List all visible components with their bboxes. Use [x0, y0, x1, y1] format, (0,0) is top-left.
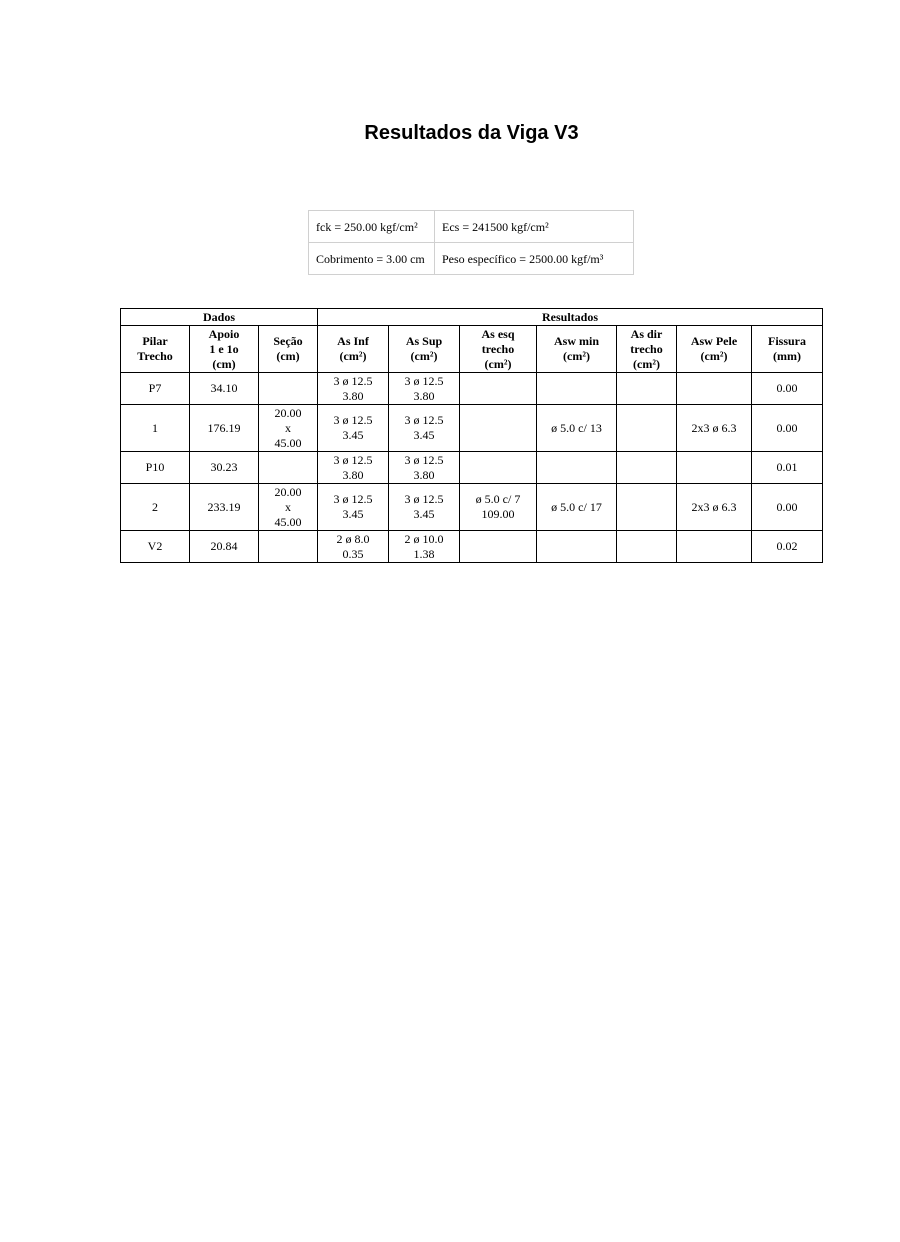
cell-secao: 20.00 x 45.00: [259, 405, 318, 452]
header-as-inf: As Inf (cm²): [318, 326, 389, 373]
header-secao: Seção (cm): [259, 326, 318, 373]
cell-fissura: 0.00: [752, 373, 823, 405]
cell-secao: [259, 531, 318, 563]
cobrimento-value: Cobrimento = 3.00 cm: [309, 243, 435, 275]
cell-pilar: P7: [121, 373, 190, 405]
cell-as-esq: [460, 452, 537, 484]
cell-apoio: 20.84: [190, 531, 259, 563]
cell-as-sup: 3 ø 12.5 3.45: [389, 405, 460, 452]
group-dados: Dados: [121, 309, 318, 326]
cell-as-dir: [617, 484, 677, 531]
cell-as-inf: 3 ø 12.5 3.45: [318, 405, 389, 452]
header-fissura: Fissura (mm): [752, 326, 823, 373]
cell-as-sup: 3 ø 12.5 3.45: [389, 484, 460, 531]
cell-fissura: 0.00: [752, 484, 823, 531]
cell-as-dir: [617, 405, 677, 452]
header-as-sup: As Sup (cm²): [389, 326, 460, 373]
cell-asw-pele: [677, 373, 752, 405]
header-asw-min: Asw min (cm²): [537, 326, 617, 373]
cell-pilar: V2: [121, 531, 190, 563]
peso-especifico-value: Peso específico = 2500.00 kgf/m³: [435, 243, 634, 275]
cell-fissura: 0.02: [752, 531, 823, 563]
params-row: [309, 243, 634, 275]
cell-as-sup: 3 ø 12.5 3.80: [389, 373, 460, 405]
cell-as-sup: 2 ø 10.0 1.38: [389, 531, 460, 563]
cell-apoio: 34.10: [190, 373, 259, 405]
cell-as-sup: 3 ø 12.5 3.80: [389, 452, 460, 484]
header-as-dir-trecho: As dir trecho (cm²): [617, 326, 677, 373]
header-pilar-trecho: Pilar Trecho: [121, 326, 190, 373]
header-as-esq-trecho: As esq trecho (cm²): [460, 326, 537, 373]
cell-asw-pele: 2x3 ø 6.3: [677, 484, 752, 531]
cell-asw-pele: 2x3 ø 6.3: [677, 405, 752, 452]
header-asw-pele: Asw Pele (cm²): [677, 326, 752, 373]
cell-apoio: 233.19: [190, 484, 259, 531]
cell-asw-pele: [677, 531, 752, 563]
fck-value: fck = 250.00 kgf/cm²: [309, 211, 435, 243]
cell-apoio: 176.19: [190, 405, 259, 452]
table-row: [121, 531, 823, 563]
header-apoio: Apoio 1 e 1o (cm): [190, 326, 259, 373]
cell-pilar: 1: [121, 405, 190, 452]
cell-asw-pele: [677, 452, 752, 484]
cell-as-inf: 3 ø 12.5 3.80: [318, 373, 389, 405]
cell-pilar: 2: [121, 484, 190, 531]
cell-as-esq: [460, 405, 537, 452]
cell-asw-min: ø 5.0 c/ 17: [537, 484, 617, 531]
cell-as-esq: [460, 373, 537, 405]
column-header-row: [121, 326, 823, 373]
cell-asw-min: [537, 373, 617, 405]
cell-asw-min: [537, 531, 617, 563]
cell-asw-min: ø 5.0 c/ 13: [537, 405, 617, 452]
material-parameters-table: [308, 210, 634, 275]
cell-pilar: P10: [121, 452, 190, 484]
cell-as-esq: [460, 531, 537, 563]
table-row: [121, 452, 823, 484]
cell-secao: [259, 373, 318, 405]
cell-secao: 20.00 x 45.00: [259, 484, 318, 531]
table-row: [121, 484, 823, 531]
cell-as-dir: [617, 531, 677, 563]
cell-as-inf: 2 ø 8.0 0.35: [318, 531, 389, 563]
page-title: Resultados da Viga V3: [364, 122, 579, 144]
results-table: [120, 308, 823, 563]
cell-secao: [259, 452, 318, 484]
cell-asw-min: [537, 452, 617, 484]
cell-as-inf: 3 ø 12.5 3.80: [318, 452, 389, 484]
cell-as-inf: 3 ø 12.5 3.45: [318, 484, 389, 531]
table-row: [121, 373, 823, 405]
cell-as-esq: ø 5.0 c/ 7 109.00: [460, 484, 537, 531]
cell-as-dir: [617, 452, 677, 484]
cell-fissura: 0.00: [752, 405, 823, 452]
ecs-value: Ecs = 241500 kgf/cm²: [435, 211, 634, 243]
table-row: [121, 405, 823, 452]
cell-fissura: 0.01: [752, 452, 823, 484]
group-resultados: Resultados: [318, 309, 823, 326]
cell-as-dir: [617, 373, 677, 405]
params-row: [309, 211, 634, 243]
group-header-row: [121, 309, 823, 326]
cell-apoio: 30.23: [190, 452, 259, 484]
